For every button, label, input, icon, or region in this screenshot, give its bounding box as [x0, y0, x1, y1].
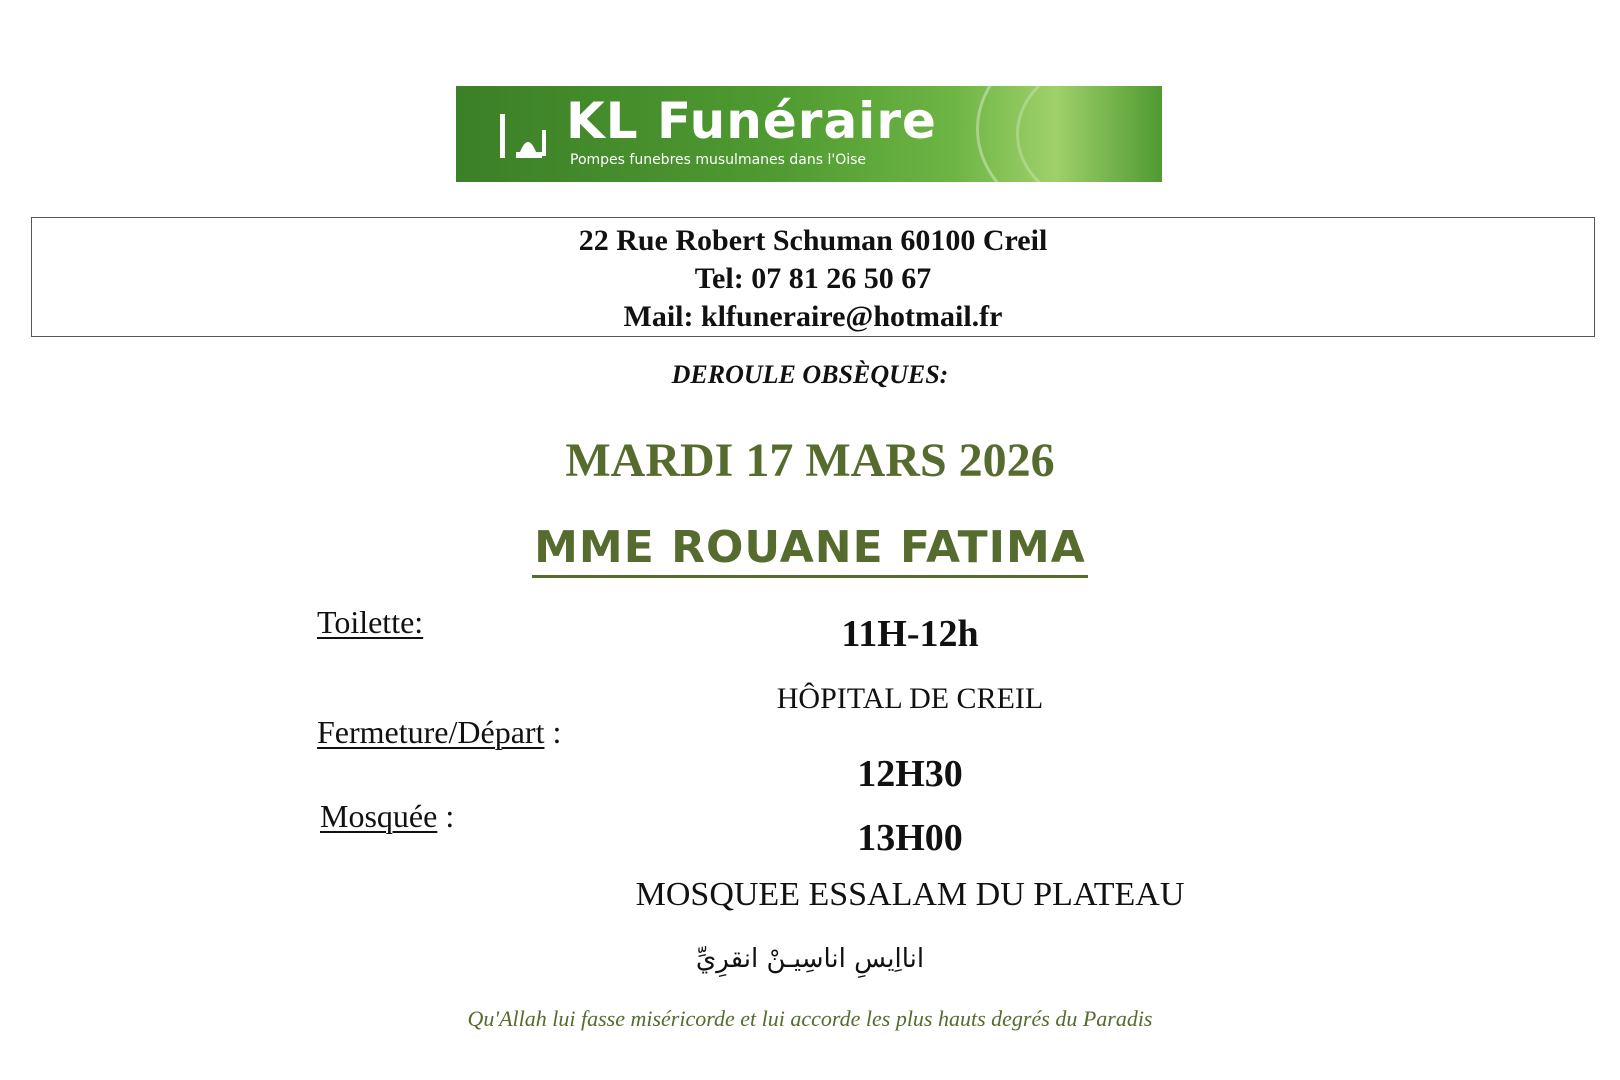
toilette-place: HÔPITAL DE CREIL [776, 682, 1044, 715]
mosquee-label [320, 798, 454, 835]
brand-tagline: Pompes funebres musulmanes dans l'Oise [570, 152, 867, 168]
section-heading: DEROULE OBSÈQUES: [671, 360, 949, 389]
closing-message: Qu'Allah lui fasse miséricorde et lui accorde les plus hauts degrés du Paradis [467, 1006, 1153, 1031]
deceased-name-text: MME ROUANE FATIMA [532, 522, 1088, 578]
fermeture-time: 12H30 [857, 753, 963, 795]
toilette-label [317, 604, 423, 641]
fermeture-label-text: Fermeture/Départ [317, 714, 545, 750]
mosquee-place: MOSQUEE ESSALAM DU PLATEAU [635, 876, 1185, 913]
contact-address: 22 Rue Robert Schuman 60100 Creil [578, 224, 1048, 257]
contact-phone: Tel: 07 81 26 50 67 [694, 262, 932, 295]
mosquee-label-suffix: : [437, 798, 455, 834]
brand-banner [456, 86, 1162, 182]
ceremony-date: MARDI 17 MARS 2026 [565, 434, 1055, 487]
mosque-crescent-icon [476, 92, 566, 176]
contact-box [31, 217, 1595, 337]
toilette-time: 11H-12h [841, 613, 979, 655]
fermeture-label-suffix: : [544, 714, 562, 750]
mosquee-label-text: Mosquée [320, 798, 438, 834]
brand-name: KL Funéraire [566, 92, 937, 150]
toilette-label-text: Toilette: [317, 604, 424, 640]
deceased-name [0, 522, 1620, 578]
fermeture-label [317, 714, 561, 751]
mosquee-time: 13H00 [857, 817, 963, 859]
contact-email: Mail: klfuneraire@hotmail.fr [623, 300, 1003, 333]
arabic-prayer-text: انااِيسِ اناسِيـنْ انقرِيِّ [695, 944, 925, 974]
banner-swirl-decoration [1016, 86, 1162, 182]
